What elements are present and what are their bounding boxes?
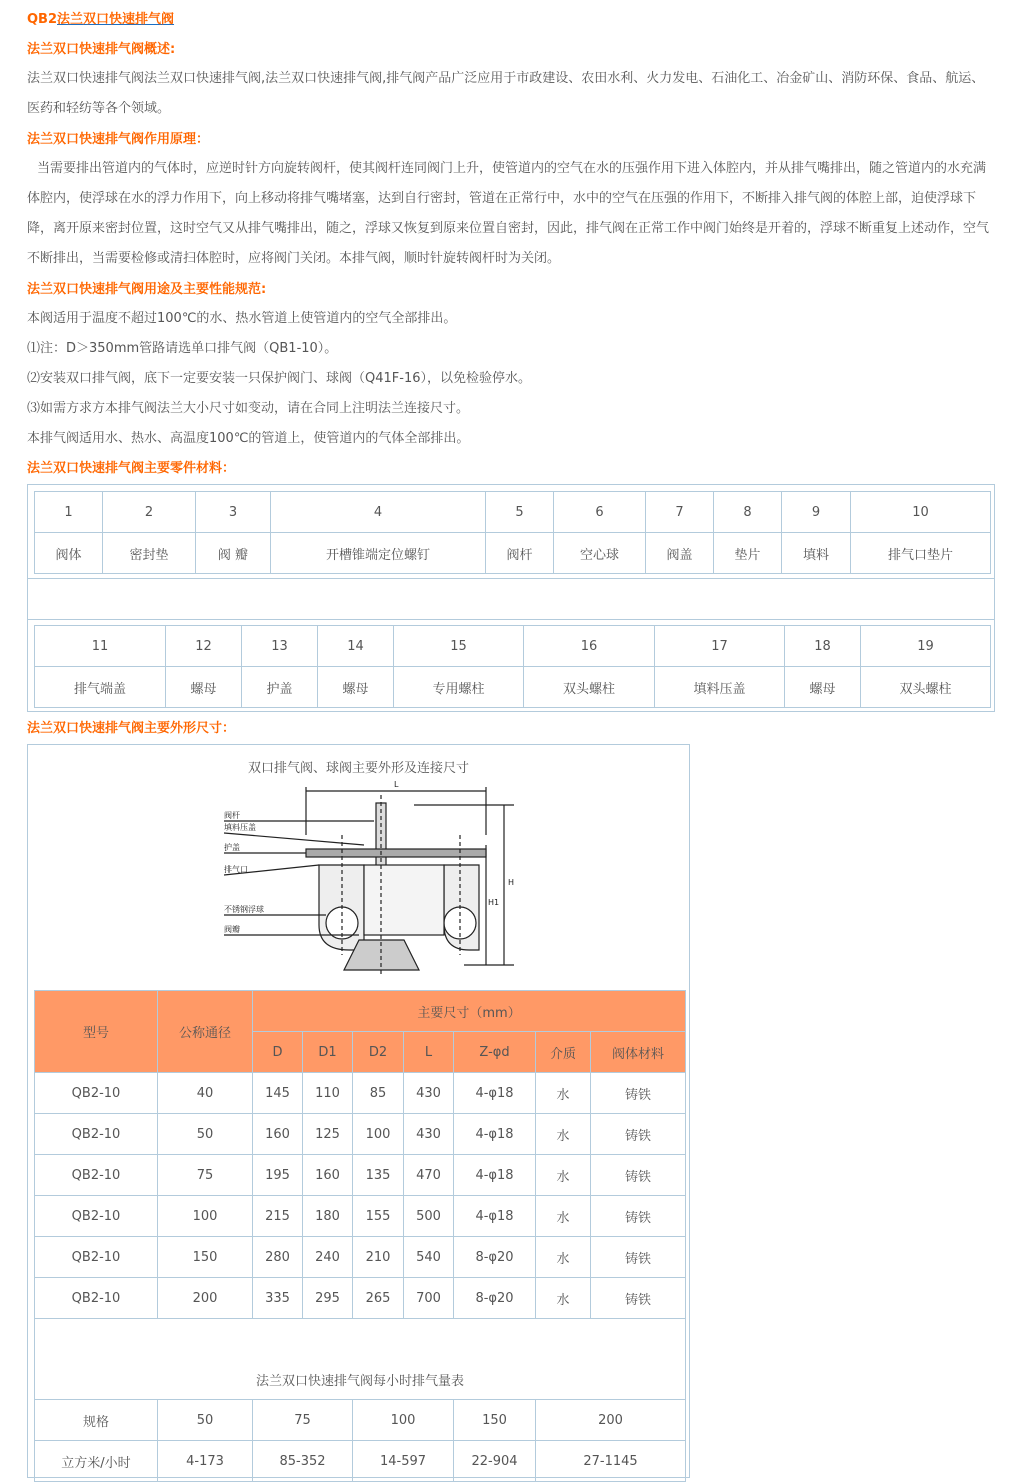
table-row xyxy=(35,1073,686,1114)
title-prefix: QB2 xyxy=(27,12,58,27)
overview-text: 法兰双口快速排气阀法兰双口快速排气阀,法兰双口快速排气阀,排气阀产品广泛应用于市政建设、农田水利、火力发电、石油化工、冶金矿山、消防环保、食品、航运、医药和轻纺等各个领域。 xyxy=(27,71,985,116)
cell: QB2-10 xyxy=(35,1114,158,1155)
cell: 195 xyxy=(253,1155,303,1196)
parts-heading: 法兰双口快速排气阀主要零件材料： xyxy=(27,461,236,476)
cell: 430 xyxy=(404,1073,454,1114)
dimensions-heading: 法兰双口快速排气阀主要外形尺寸： xyxy=(27,721,236,736)
col-header: 阀体材料 xyxy=(591,1032,686,1073)
col-header: D2 xyxy=(353,1032,404,1073)
page-title xyxy=(27,10,174,30)
cell: 100 xyxy=(158,1196,253,1237)
part-no: 18 xyxy=(785,626,861,667)
usage-line: 本排气阀适用水、热水、高温度100℃的管道上，使管道内的气体全部排出。 xyxy=(27,431,470,446)
drawing-label: 阀瓣 xyxy=(224,925,240,934)
drawing-caption: 双口排气阀、球阀主要外形及连接尺寸 xyxy=(247,761,469,776)
cell: 铸铁 xyxy=(591,1237,686,1278)
table-row xyxy=(35,1237,686,1278)
part-name: 阀 瓣 xyxy=(196,533,271,574)
flow-spec-label: 规格 xyxy=(35,1400,158,1441)
part-no: 6 xyxy=(554,492,646,533)
cell: 180 xyxy=(303,1196,353,1237)
part-no: 14 xyxy=(318,626,394,667)
cell: QB2-10 xyxy=(35,1073,158,1114)
flow-spec-row xyxy=(35,1400,686,1441)
cell: 4-φ18 xyxy=(454,1196,536,1237)
part-name: 排气端盖 xyxy=(35,667,166,708)
part-name: 密封垫 xyxy=(103,533,196,574)
valve-drawing-image xyxy=(224,775,524,975)
col-header-model: 型号 xyxy=(35,991,158,1073)
usage-heading: 法兰双口快速排气阀用途及主要性能规范: xyxy=(27,282,267,297)
cell: 125 xyxy=(303,1114,353,1155)
cell: 240 xyxy=(303,1237,353,1278)
principle-heading: 法兰双口快速排气阀作用原理： xyxy=(27,132,210,147)
parts-number-row xyxy=(35,492,991,533)
part-name: 螺母 xyxy=(166,667,242,708)
cell: 铸铁 xyxy=(591,1196,686,1237)
usage-line: ⑵安装双口排气阀，底下一定要安装一只保护阀门、球阀（Q41F-16），以免检验停水。 xyxy=(27,371,531,386)
flow-rate-row xyxy=(35,1441,686,1482)
cell: 215 xyxy=(253,1196,303,1237)
cell: 145 xyxy=(253,1073,303,1114)
cell: 85 xyxy=(353,1073,404,1114)
flow-table-title-row xyxy=(35,1319,686,1400)
part-no: 9 xyxy=(782,492,851,533)
part-no: 19 xyxy=(861,626,991,667)
divider xyxy=(28,619,994,620)
col-header-main-dims: 主要尺寸（mm） xyxy=(253,991,686,1032)
flow-spec: 100 xyxy=(353,1400,454,1441)
flow-rate: 14-597 xyxy=(353,1441,454,1482)
dimensions-table xyxy=(34,990,686,1482)
part-no: 3 xyxy=(196,492,271,533)
cell: 铸铁 xyxy=(591,1073,686,1114)
part-no: 4 xyxy=(271,492,486,533)
part-name: 螺母 xyxy=(785,667,861,708)
cell: 40 xyxy=(158,1073,253,1114)
flow-rate-label: 立方米/小时 xyxy=(35,1441,158,1482)
part-no: 1 xyxy=(35,492,103,533)
drawing-label: 护盖 xyxy=(224,843,240,852)
cell: 4-φ18 xyxy=(454,1114,536,1155)
cell: 水 xyxy=(536,1155,591,1196)
part-no: 2 xyxy=(103,492,196,533)
parts-table-2 xyxy=(34,625,991,708)
cell: 295 xyxy=(303,1278,353,1319)
cell: QB2-10 xyxy=(35,1155,158,1196)
parts-name-row xyxy=(35,667,991,708)
part-name: 双头螺柱 xyxy=(861,667,991,708)
cell: 135 xyxy=(353,1155,404,1196)
divider xyxy=(28,578,994,579)
cell: 8-φ20 xyxy=(454,1278,536,1319)
cell: 50 xyxy=(158,1114,253,1155)
cell: 4-φ18 xyxy=(454,1073,536,1114)
cell: 75 xyxy=(158,1155,253,1196)
col-header: D1 xyxy=(303,1032,353,1073)
flow-table-title: 法兰双口快速排气阀每小时排气量表 xyxy=(35,1319,686,1400)
drawing-label: 排气口 xyxy=(224,865,248,874)
cell: 335 xyxy=(253,1278,303,1319)
flow-rate: 85-352 xyxy=(253,1441,353,1482)
cell: 500 xyxy=(404,1196,454,1237)
cell: 110 xyxy=(303,1073,353,1114)
flow-rate: 27-1145 xyxy=(536,1441,686,1482)
cell: 265 xyxy=(353,1278,404,1319)
part-name: 阀盖 xyxy=(646,533,714,574)
part-name: 填料 xyxy=(782,533,851,574)
cell: 水 xyxy=(536,1073,591,1114)
part-name: 排气口垫片 xyxy=(851,533,991,574)
flow-spec: 75 xyxy=(253,1400,353,1441)
cell: QB2-10 xyxy=(35,1196,158,1237)
col-header: D xyxy=(253,1032,303,1073)
part-name: 双头螺柱 xyxy=(524,667,655,708)
principle-text: 当需要排出管道内的气体时，应逆时针方向旋转阀杆，使其阀杆连同阀门上升，使管道内的空气在水的压强作用下进入体腔内，并从排气嘴排出，随之管道内的水充满体腔内，使浮球在水的浮力作用下，向上移动将排气嘴堵塞，达到自行密封，管道在正常行中，水中的空气在压强的作用下，不断排入排气阀的体腔上部，迫使浮球下降，离开原来密封位置，这时空气又从排气嘴排出，随之，浮球又恢复到原来位置自密封，因此，排气阀在正常工作中阀门始终是开着的，浮球不断重复上述动作，空气不断排出，当需要检修或清扫体腔时，应将阀门关闭。本排气阀，顺时针旋转阀杆时为关闭。 xyxy=(27,161,990,266)
usage-line: 本阀适用于温度不超过100℃的水、热水管道上使管道内的空气全部排出。 xyxy=(27,311,457,326)
drawing-label: 不锈钢浮球 xyxy=(224,905,264,914)
part-name: 阀杆 xyxy=(486,533,554,574)
cell: 铸铁 xyxy=(591,1278,686,1319)
table-row xyxy=(35,1196,686,1237)
parts-table-1 xyxy=(34,491,991,574)
parts-name-row xyxy=(35,533,991,574)
cell: 700 xyxy=(404,1278,454,1319)
cell: 155 xyxy=(353,1196,404,1237)
title-link[interactable]: 法兰双口快速排气阀 xyxy=(57,12,175,27)
part-name: 空心球 xyxy=(554,533,646,574)
part-no: 7 xyxy=(646,492,714,533)
flow-spec: 150 xyxy=(454,1400,536,1441)
cell: 水 xyxy=(536,1196,591,1237)
cell: QB2-10 xyxy=(35,1237,158,1278)
part-no: 5 xyxy=(486,492,554,533)
part-name: 螺母 xyxy=(318,667,394,708)
cell: 水 xyxy=(536,1114,591,1155)
flow-rate: 22-904 xyxy=(454,1441,536,1482)
cell: 280 xyxy=(253,1237,303,1278)
part-no: 15 xyxy=(394,626,524,667)
dimensions-container xyxy=(27,744,690,1478)
cell: 540 xyxy=(404,1237,454,1278)
part-name: 开槽锥端定位螺钉 xyxy=(271,533,486,574)
part-name: 阀体 xyxy=(35,533,103,574)
col-header-nominal: 公称通径 xyxy=(158,991,253,1073)
table-row xyxy=(35,1278,686,1319)
cell: 200 xyxy=(158,1278,253,1319)
flow-spec: 50 xyxy=(158,1400,253,1441)
table-header-row xyxy=(35,991,686,1032)
table-row xyxy=(35,1114,686,1155)
cell: 150 xyxy=(158,1237,253,1278)
dim-label-L: L xyxy=(394,780,399,789)
overview-heading: 法兰双口快速排气阀概述: xyxy=(27,42,176,57)
drawing-label: 阀杆 xyxy=(224,811,240,820)
part-no: 11 xyxy=(35,626,166,667)
part-no: 12 xyxy=(166,626,242,667)
usage-line: ⑶如需方求方本排气阀法兰大小尺寸如变动，请在合同上注明法兰连接尺寸。 xyxy=(27,401,470,416)
cell: QB2-10 xyxy=(35,1278,158,1319)
part-name: 填料压盖 xyxy=(655,667,785,708)
cell: 8-φ20 xyxy=(454,1237,536,1278)
dim-label-H1: H1 xyxy=(488,898,500,907)
cell: 100 xyxy=(353,1114,404,1155)
usage-line: ⑴注：D＞350mm管路请选单口排气阀（QB1-10）。 xyxy=(27,341,338,356)
cell: 210 xyxy=(353,1237,404,1278)
cell: 160 xyxy=(303,1155,353,1196)
col-header: L xyxy=(404,1032,454,1073)
part-no: 13 xyxy=(242,626,318,667)
cell: 430 xyxy=(404,1114,454,1155)
part-name: 垫片 xyxy=(714,533,782,574)
parts-number-row xyxy=(35,626,991,667)
flow-rate: 4-173 xyxy=(158,1441,253,1482)
cell: 4-φ18 xyxy=(454,1155,536,1196)
flow-spec: 200 xyxy=(536,1400,686,1441)
part-no: 8 xyxy=(714,492,782,533)
col-header: 介质 xyxy=(536,1032,591,1073)
drawing-label: 填料压盖 xyxy=(224,823,256,832)
col-header: Z-φd xyxy=(454,1032,536,1073)
part-name: 专用螺柱 xyxy=(394,667,524,708)
table-row xyxy=(35,1155,686,1196)
dim-label-H: H xyxy=(508,878,515,887)
cell: 470 xyxy=(404,1155,454,1196)
cell: 铸铁 xyxy=(591,1155,686,1196)
cell: 水 xyxy=(536,1237,591,1278)
part-no: 16 xyxy=(524,626,655,667)
parts-table-container xyxy=(27,484,995,712)
cell: 160 xyxy=(253,1114,303,1155)
cell: 水 xyxy=(536,1278,591,1319)
part-no: 10 xyxy=(851,492,991,533)
part-name: 护盖 xyxy=(242,667,318,708)
part-no: 17 xyxy=(655,626,785,667)
cell: 铸铁 xyxy=(591,1114,686,1155)
